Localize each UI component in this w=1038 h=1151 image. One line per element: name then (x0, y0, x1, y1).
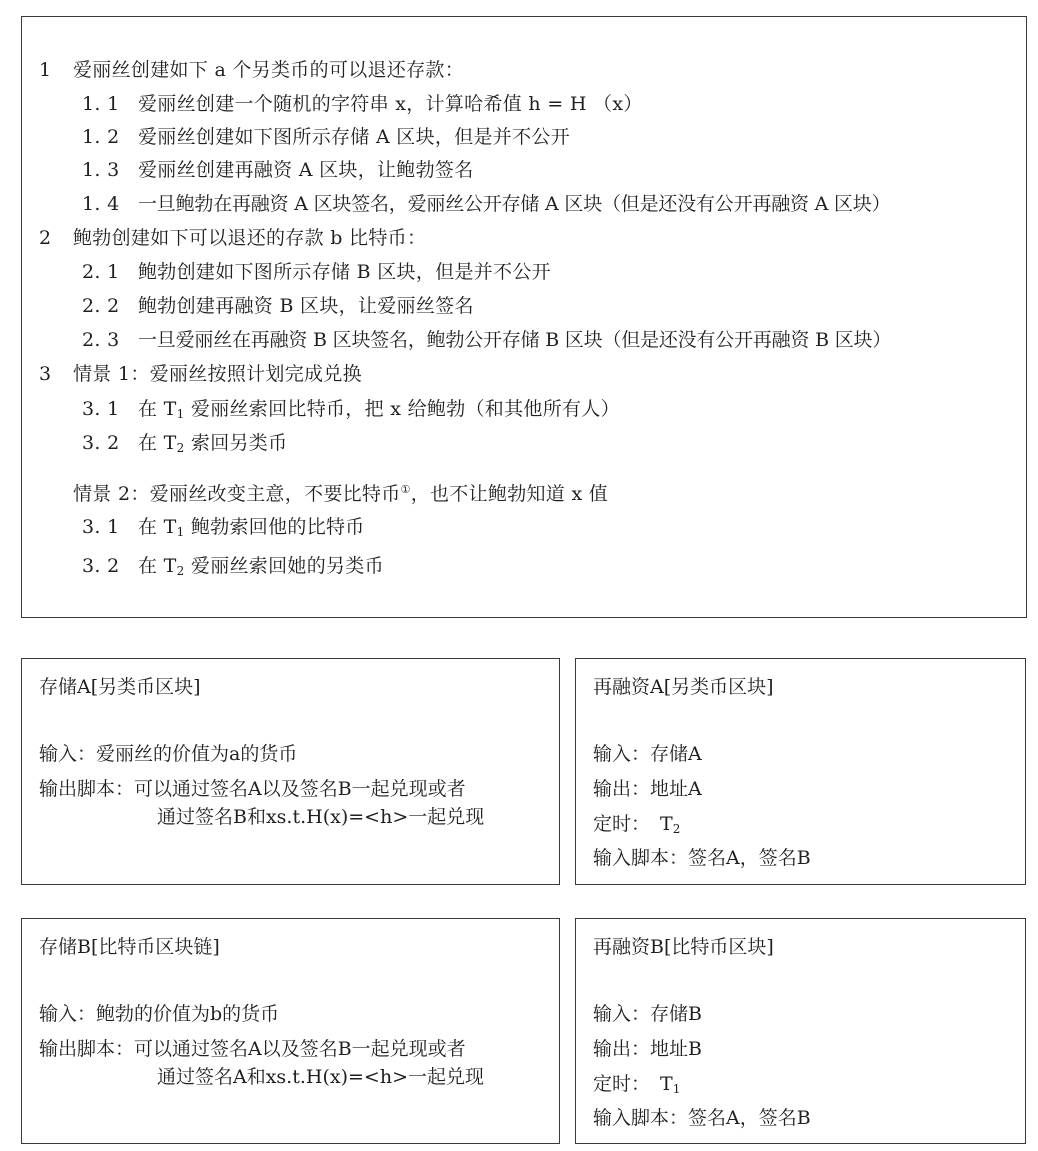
step-text-pre: 在 T (138, 398, 177, 420)
refund-b-box (575, 918, 1026, 1144)
subscript: 2 (176, 441, 185, 455)
store-b-box (21, 918, 560, 1144)
subscript: 1 (176, 407, 185, 421)
step-number: 2 (39, 227, 52, 249)
step-1-1 (82, 91, 643, 117)
store-a-box (21, 658, 560, 885)
step-text-pre: 在 T (138, 555, 177, 577)
step-number: 3. 1 (82, 398, 120, 420)
tx-title: 再融资A[另类币区块] (593, 676, 774, 698)
scenario-2-step-2 (82, 553, 384, 579)
tx-input: 输入：存储A (593, 743, 702, 765)
step-number: 1. 2 (82, 126, 120, 148)
tx-output-script: 输出脚本：可以通过签名A以及签名B一起兑现或者 (39, 778, 466, 800)
step-text-post: 索回另类币 (184, 432, 288, 454)
step-3-scenario-2 (73, 481, 608, 507)
timelock-subscript: 1 (672, 1082, 681, 1096)
scenario-title: 情景 1：爱丽丝按照计划完成兑换 (73, 363, 362, 385)
step-text-post: 鲍勃索回他的比特币 (184, 516, 365, 538)
step-2 (39, 225, 426, 251)
step-2-2 (82, 293, 474, 319)
subscript: 2 (176, 564, 185, 578)
subscript: 1 (176, 525, 185, 539)
step-number: 1. 4 (82, 193, 120, 215)
timelock-label: 定时： (593, 1073, 651, 1095)
tx-output-script-cont: 通过签名B和xs.t.H(x)=<h>一起兑现 (157, 806, 485, 828)
step-text: 爱丽丝创建一个随机的字符串 x，计算哈希值 h = H （x） (138, 93, 643, 115)
step-1-3 (82, 157, 474, 183)
step-number: 3. 1 (82, 516, 120, 538)
timelock-label: 定时： (593, 813, 651, 835)
timelock-subscript: 2 (672, 822, 681, 836)
step-text: 一旦鲍勃在再融资 A 区块签名，爱丽丝公开存储 A 区块（但是还没有公开再融资 A 区块） (138, 193, 891, 215)
step-number: 2. 3 (82, 329, 120, 351)
tx-input-script: 输入脚本：签名A，签名B (593, 847, 811, 869)
tx-input-script: 输入脚本：签名A，签名B (593, 1107, 811, 1129)
tx-timelock (593, 811, 680, 837)
tx-title: 再融资B[比特币区块] (593, 936, 774, 958)
step-1-2 (82, 124, 570, 150)
step-text-post: 爱丽丝索回她的另类币 (184, 555, 384, 577)
step-number: 1. 1 (82, 93, 120, 115)
tx-output: 输出：地址A (593, 778, 702, 800)
step-text: 爱丽丝创建再融资 A 区块，让鲍勃签名 (138, 159, 474, 181)
step-number: 3 (39, 363, 52, 385)
scenario-1-step-1 (82, 396, 620, 422)
tx-title: 存储A[另类币区块] (39, 676, 201, 698)
step-text-pre: 在 T (138, 516, 177, 538)
step-text: 鲍勃创建再融资 B 区块，让爱丽丝签名 (138, 295, 474, 317)
step-number: 1. 3 (82, 159, 120, 181)
step-number: 2. 2 (82, 295, 120, 317)
step-1 (39, 57, 464, 83)
step-number: 3. 2 (82, 555, 120, 577)
protocol-box (21, 16, 1027, 618)
tx-input: 输入：鲍勃的价值为b的货币 (39, 1003, 280, 1025)
step-number: 3. 2 (82, 432, 120, 454)
tx-title: 存储B[比特币区块链] (39, 936, 220, 958)
scenario-title-post: ，也不让鲍勃知道 x 值 (410, 483, 609, 505)
step-1-4 (82, 191, 890, 217)
step-text: 鲍勃创建如下可以退还的存款 b 比特币： (73, 227, 427, 249)
tx-output-script-cont: 通过签名A和xs.t.H(x)=<h>一起兑现 (157, 1066, 485, 1088)
tx-input: 输入：存储B (593, 1003, 702, 1025)
step-text: 爱丽丝创建如下 a 个另类币的可以退还存款： (73, 59, 465, 81)
refund-a-box (575, 658, 1026, 885)
tx-timelock (593, 1071, 680, 1097)
tx-input: 输入：爱丽丝的价值为a的货币 (39, 743, 298, 765)
scenario-1-step-2 (82, 430, 287, 456)
step-text: 一旦爱丽丝在再融资 B 区块签名，鲍勃公开存储 B 区块（但是还没有公开再融资 B 区块） (138, 329, 892, 351)
step-text-post: 爱丽丝索回比特币，把 x 给鲍勃（和其他所有人） (184, 398, 620, 420)
step-number: 1 (39, 59, 52, 81)
scenario-title-pre: 情景 2：爱丽丝改变主意，不要比特币 (73, 483, 401, 505)
step-3-scenario-1 (39, 361, 362, 387)
step-text-pre: 在 T (138, 432, 177, 454)
step-text: 鲍勃创建如下图所示存储 B 区块，但是并不公开 (138, 261, 551, 283)
scenario-2-step-1 (82, 514, 365, 540)
step-2-3 (82, 327, 891, 353)
timelock-value: T (660, 1073, 673, 1095)
step-number: 2. 1 (82, 261, 120, 283)
tx-output: 输出：地址B (593, 1038, 702, 1060)
tx-output-script: 输出脚本：可以通过签名A以及签名B一起兑现或者 (39, 1038, 466, 1060)
timelock-value: T (660, 813, 673, 835)
step-text: 爱丽丝创建如下图所示存储 A 区块，但是并不公开 (138, 126, 571, 148)
step-2-1 (82, 259, 551, 285)
footnote-mark: ① (400, 483, 411, 496)
